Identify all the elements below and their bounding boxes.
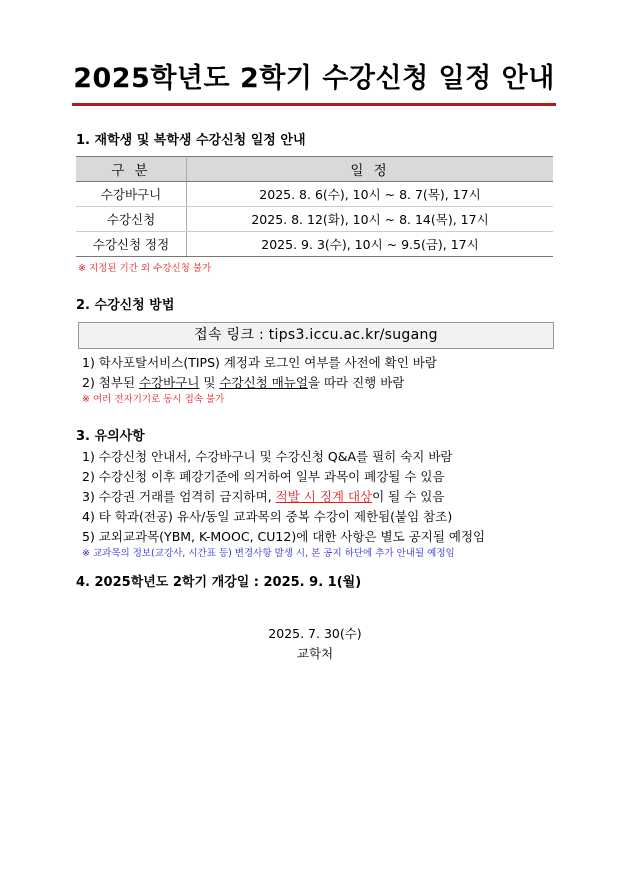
caution-item-4: 4) 타 학과(전공) 유사/동일 교과목의 중복 수강이 제한됨(붙임 참조) bbox=[82, 509, 453, 524]
caution-item-3-suffix: 이 될 수 있음 bbox=[372, 489, 445, 504]
method-item-2-mid: 및 bbox=[199, 375, 220, 390]
section2-note: ※ 여러 전자기기로 동시 접속 불가 bbox=[82, 394, 225, 405]
caution-item-1: 1) 수강신청 안내서, 수강바구니 및 수강신청 Q&A를 필히 숙지 바람 bbox=[82, 449, 453, 464]
caution-item-2: 2) 수강신청 이후 폐강기준에 의거하여 일부 과목이 폐강될 수 있음 bbox=[82, 469, 445, 484]
method-item-2 bbox=[82, 374, 404, 391]
header-schedule: 일 정 bbox=[187, 157, 554, 182]
section2-heading: 2. 수강신청 방법 bbox=[76, 298, 175, 313]
disciplinary-warning: 적발 시 징계 대상 bbox=[275, 489, 373, 504]
footer-org: 교학처 bbox=[296, 646, 334, 661]
row-schedule: 2025. 8. 6(수), 10시 ~ 8. 7(목), 17시 bbox=[187, 182, 554, 207]
footer-date: 2025. 7. 30(수) bbox=[268, 626, 362, 641]
row-category: 수강바구니 bbox=[76, 182, 187, 207]
section3-heading: 3. 유의사항 bbox=[76, 429, 145, 444]
section1-heading: 1. 재학생 및 복학생 수강신청 일정 안내 bbox=[76, 133, 306, 148]
title-divider bbox=[72, 103, 556, 106]
schedule-table-header bbox=[76, 157, 553, 182]
section4-heading: 4. 2025학년도 2학기 개강일 : 2025. 9. 1(월) bbox=[76, 575, 362, 590]
row-category: 수강신청 정정 bbox=[76, 232, 187, 257]
page-title: 2025학년도 2학기 수강신청 일정 안내 bbox=[73, 63, 555, 94]
access-link-box[interactable]: 접속 링크 : tips3.iccu.ac.kr/sugang bbox=[78, 322, 554, 349]
basket-manual-link[interactable]: 수강바구니 bbox=[139, 375, 200, 390]
method-item-2-prefix: 2) 첨부된 bbox=[82, 375, 140, 390]
method-item-1: 1) 학사포탈서비스(TIPS) 계정과 로그인 여부를 사전에 확인 바람 bbox=[82, 355, 437, 370]
row-category: 수강신청 bbox=[76, 207, 187, 232]
caution-item-3 bbox=[82, 488, 444, 505]
header-category: 구 분 bbox=[76, 157, 187, 182]
caution-item-5: 5) 교외교과목(YBM, K-MOOC, CU12)에 대한 사항은 별도 공지될 예정임 bbox=[82, 529, 486, 544]
row-schedule: 2025. 8. 12(화), 10시 ~ 8. 14(목), 17시 bbox=[187, 207, 554, 232]
section1-note: ※ 지정된 기간 외 수강신청 불가 bbox=[78, 263, 212, 274]
table-row bbox=[76, 207, 553, 232]
method-item-2-suffix: 을 따라 진행 바람 bbox=[307, 375, 405, 390]
schedule-table bbox=[76, 156, 553, 257]
table-row bbox=[76, 232, 553, 257]
caution-item-3-prefix: 3) 수강권 거래를 엄격히 금지하며, bbox=[82, 489, 276, 504]
section3-note: ※ 교과목의 정보(교강사, 시간표 등) 변경사항 발생 시, 본 공지 하단에 추가 안내될 예정임 bbox=[82, 548, 455, 559]
row-schedule: 2025. 9. 3(수), 10시 ~ 9.5(금), 17시 bbox=[187, 232, 554, 257]
registration-manual-link[interactable]: 수강신청 매뉴얼 bbox=[219, 375, 308, 390]
table-row bbox=[76, 182, 553, 207]
